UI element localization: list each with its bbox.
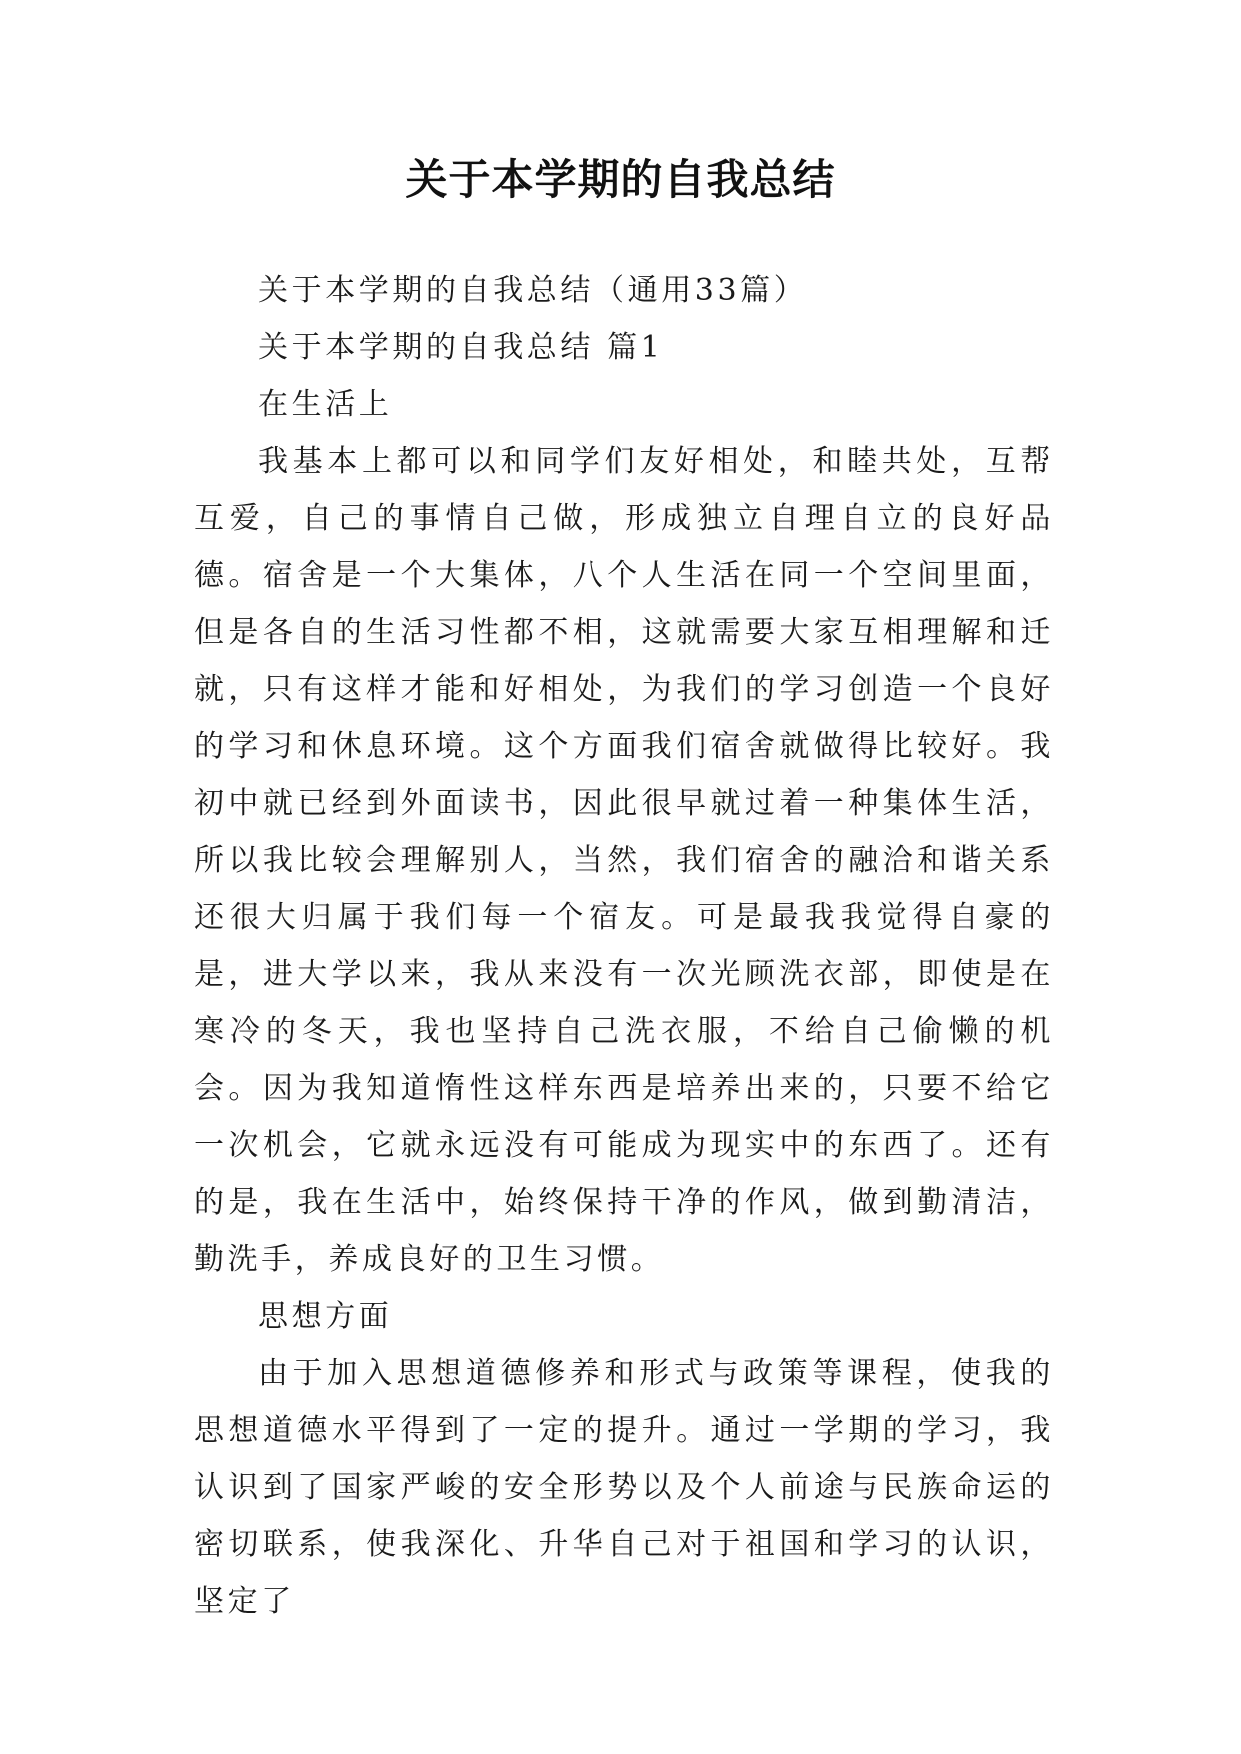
subsection-heading-thought: 思想方面 (258, 1299, 393, 1334)
body-paragraph-life: 我基本上都可以和同学们友好相处，和睦共处，互帮互爱，自己的事情自己做，形成独立自理自立的良好品德。宿舍是一个大集体，八个人生活在同一个空间里面，但是各自的生活习性都不相，这就需要大家互相理解和迁就，只有这样才能和好相处，为我们的学习创造一个良好的学习和休息环境。这个方面我们宿舍就做得比较好。我初中就已经到外面读书，因此很早就过着一种集体生活，所以我比较会理解别人，当然，我们宿舍的融洽和谐关系还很大归属于我们每一个宿友。可是最我我觉得自豪的是，进大学以来，我从来没有一次光顾洗衣部，即使是在寒冷的冬天，我也坚持自己洗衣服，不给自己偷懒的机会。因为我知道惰性这样东西是培养出来的，只要不给它一次机会，它就永远没有可能成为现实中的东西了。还有的是，我在生活中，始终保持干净的作风，做到勤清洁，勤洗手，养成良好的卫生习惯。 (194, 444, 1054, 1277)
subtitle-paragraph: 关于本学期的自我总结（通用33篇） (258, 273, 808, 308)
body-paragraph-thought: 由于加入思想道德修养和形式与政策等课程，使我的思想道德水平得到了一定的提升。通过一学期的学习，我认识到了国家严峻的安全形势以及个人前途与民族命运的密切联系，使我深化、升华自己对于祖国和学习的认识，坚定了 (194, 1356, 1054, 1619)
document-title: 关于本学期的自我总结 (405, 155, 836, 204)
document-body (194, 262, 1054, 1630)
subsection-heading-life: 在生活上 (258, 387, 393, 422)
section-heading: 关于本学期的自我总结 篇1 (258, 330, 664, 365)
